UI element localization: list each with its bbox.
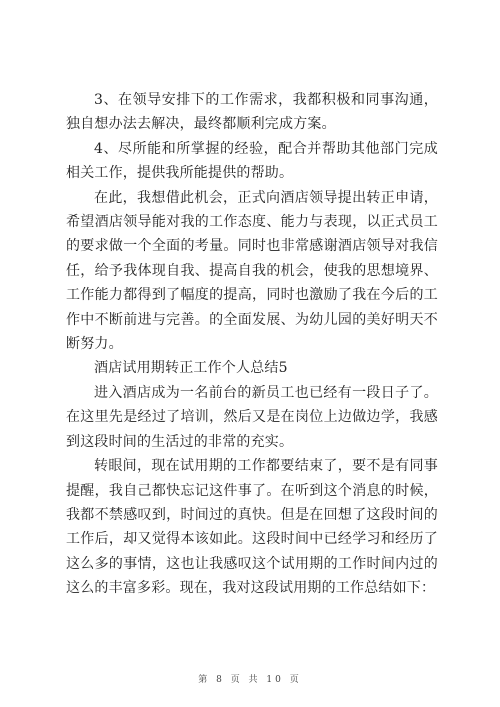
paragraph-item-3: 3、在领导安排下的工作需求，我都积极和同事沟通，独自想办法去解决，最终都顺利完成方案。: [66, 92, 438, 133]
paragraph-intro: 进入酒店成为一名前台的新员工也已经有一段日子了。在这里先是经过了培训，然后又是在岗位上边做边学，我感到这段时间的生活过的非常的充实。: [66, 384, 438, 450]
document-body: [66, 88, 438, 601]
section-title: 酒店试用期转正工作个人总结5: [94, 360, 288, 377]
paragraph-item-4: 4、尽所能和所掌握的经验，配合并帮助其他部门完成相关工作，提供我所能提供的帮助。: [66, 140, 438, 182]
paragraph-request: 在此，我想借此机会，正式向酒店领导提出转正申请，希望酒店领导能对我的工作态度、能力与表现，以正式员工的要求做一个全面的考量。同时也非常感谢酒店领导对我信任，给予我体现自我、提高自我的机会，使我的思想境界、工作能力都得到了幅度的提高，同时也激励了我在今后的工作中不断前进与完善。的全面发展、为幼儿园的美好明天不断努力。: [66, 189, 438, 353]
paragraph-reflection: 转眼间，现在试用期的工作都要结束了，要不是有同事提醒，我自己都快忘记这件事了。在听到这个消息的时候，我都不禁感叹到，时间过的真快。但是在回想了这段时间的工作后，却又觉得本该如此。这段时间中已经学习和经历了这么多的事情，这也让我感叹这个试用期的工作时间内过的这么的丰富多彩。现在，我对这段试用期的工作总结如下：: [66, 458, 438, 597]
page-number-footer: 第 8 页 共 10 页: [198, 675, 302, 685]
